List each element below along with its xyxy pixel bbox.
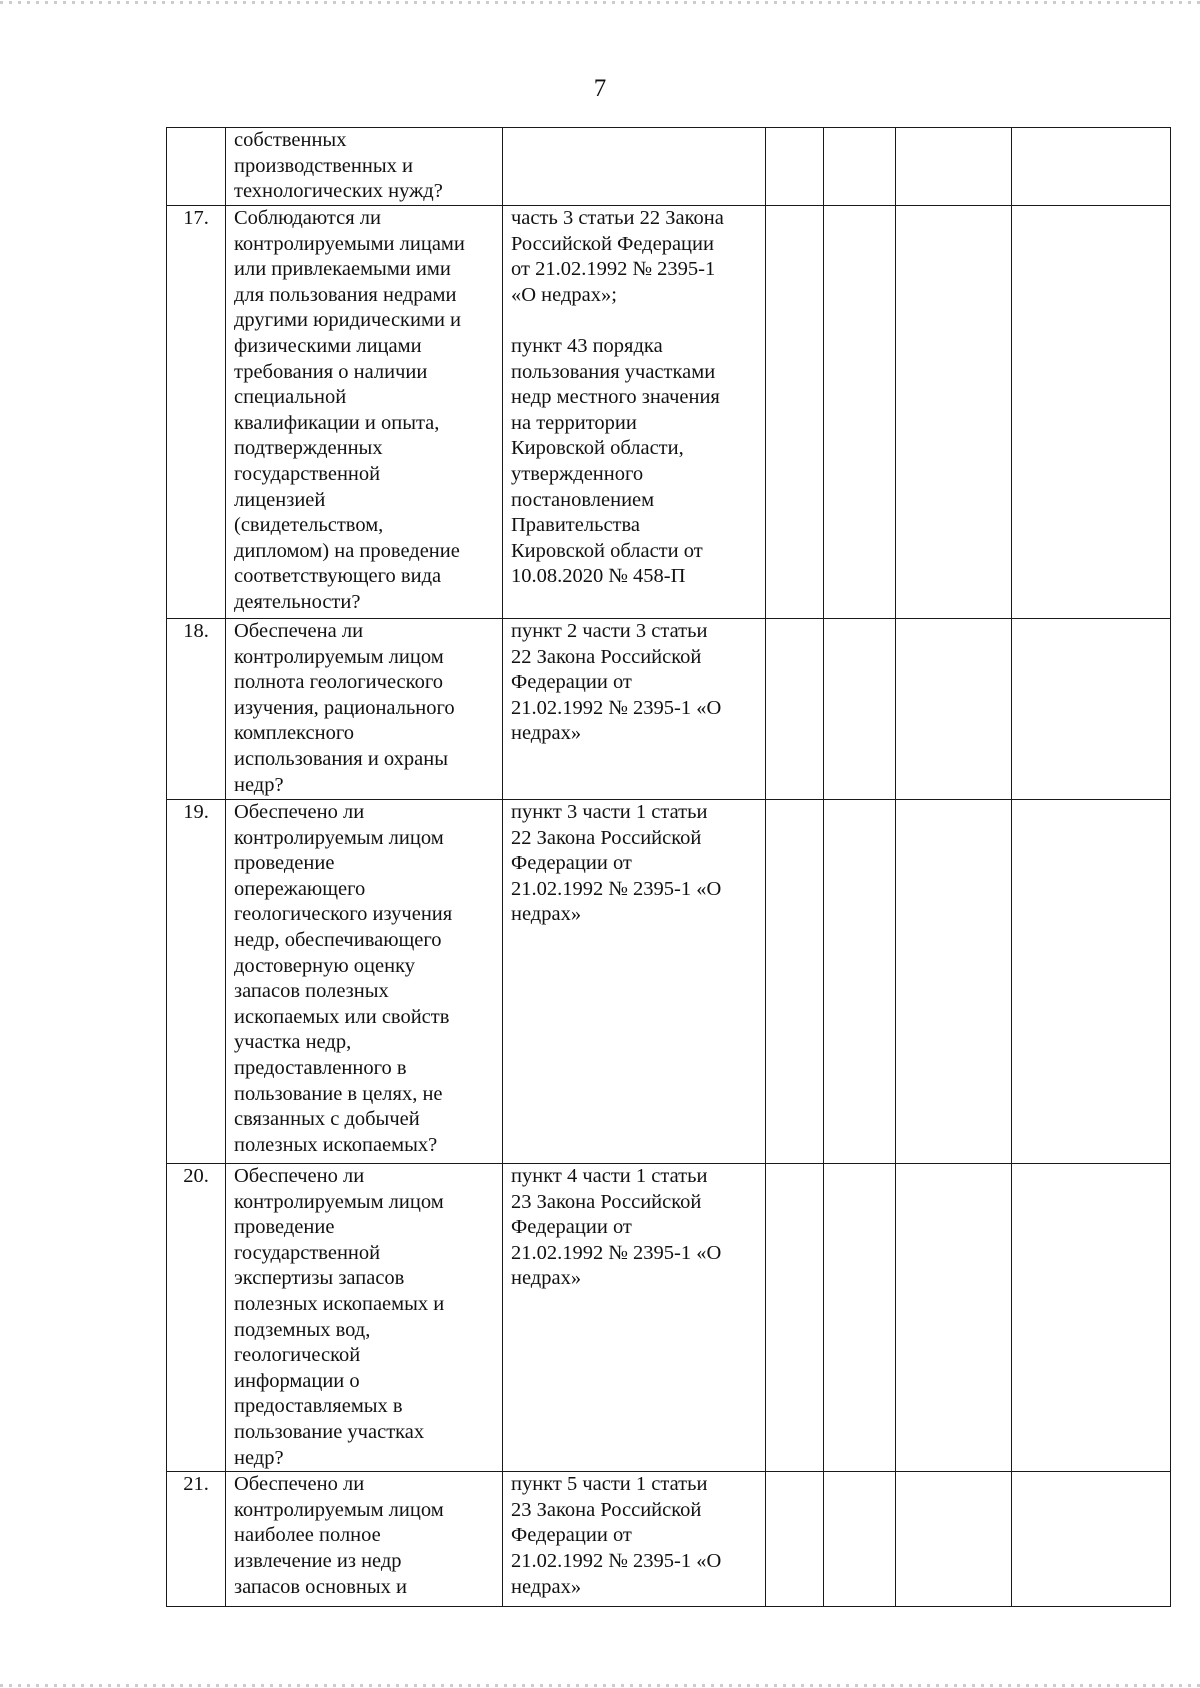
answer-no-cell bbox=[824, 1472, 896, 1607]
note-cell bbox=[1012, 1472, 1171, 1607]
page-number: 7 bbox=[593, 75, 607, 102]
table-row bbox=[167, 800, 1171, 1164]
table-row bbox=[167, 1164, 1171, 1472]
note-cell bbox=[1012, 800, 1171, 1164]
question-cell: собственных производственных и технологических нужд? bbox=[226, 128, 503, 206]
answer-yes-cell bbox=[766, 619, 824, 800]
question-cell: Обеспечено ли контролируемым лицом проведение государственной экспертизы запасов полезных ископаемых и подземных вод, геологической информации о предоставляемых в пользование участках недр? bbox=[226, 1164, 503, 1472]
requirement-cell bbox=[503, 128, 766, 206]
question-cell: Обеспечено ли контролируемым лицом наиболее полное извлечение из недр запасов основных и bbox=[226, 1472, 503, 1607]
row-number: 17. bbox=[167, 206, 226, 619]
requirement-cell: пункт 3 части 1 статьи 22 Закона Российской Федерации от 21.02.1992 № 2395-1 «О недрах» bbox=[503, 800, 766, 1164]
table-row bbox=[167, 1472, 1171, 1607]
note-cell bbox=[1012, 619, 1171, 800]
note-cell bbox=[1012, 206, 1171, 619]
answer-yes-cell bbox=[766, 800, 824, 1164]
not-applicable-cell bbox=[896, 1164, 1012, 1472]
row-number: 21. bbox=[167, 1472, 226, 1607]
note-cell bbox=[1012, 1164, 1171, 1472]
row-number: 18. bbox=[167, 619, 226, 800]
question-cell: Соблюдаются ли контролируемыми лицами или привлекаемыми ими для пользования недрами другими юридическими и физическими лицами требования о наличии специальной квалификации и опыта, подтвержденных государственной лицензией (свидетельством, дипломом) на проведение соответствующего вида деятельности? bbox=[226, 206, 503, 619]
row-number: 20. bbox=[167, 1164, 226, 1472]
not-applicable-cell bbox=[896, 619, 1012, 800]
not-applicable-cell bbox=[896, 800, 1012, 1164]
answer-yes-cell bbox=[766, 1164, 824, 1472]
row-number bbox=[167, 128, 226, 206]
answer-yes-cell bbox=[766, 128, 824, 206]
not-applicable-cell bbox=[896, 1472, 1012, 1607]
scan-edge-bottom bbox=[0, 1684, 1200, 1687]
question-cell: Обеспечена ли контролируемым лицом полнота геологического изучения, рационального комплексного использования и охраны недр? bbox=[226, 619, 503, 800]
checklist-table bbox=[166, 127, 1171, 1607]
table-row bbox=[167, 206, 1171, 619]
row-number: 19. bbox=[167, 800, 226, 1164]
answer-no-cell bbox=[824, 800, 896, 1164]
scan-edge-top bbox=[0, 1, 1200, 4]
question-cell: Обеспечено ли контролируемым лицом проведение опережающего геологического изучения недр, обеспечивающего достоверную оценку запасов полезных ископаемых или свойств участка недр, предоставленного в пользование в целях, не связанных с добычей полезных ископаемых? bbox=[226, 800, 503, 1164]
answer-no-cell bbox=[824, 1164, 896, 1472]
answer-no-cell bbox=[824, 619, 896, 800]
requirement-cell: часть 3 статьи 22 Закона Российской Федерации от 21.02.1992 № 2395-1 «О недрах»; пункт 43 порядка пользования участками недр местного значения на территории Кировской области, утвержденного постановлением Правительства Кировской области от 10.08.2020 № 458-П bbox=[503, 206, 766, 619]
not-applicable-cell bbox=[896, 206, 1012, 619]
requirement-cell: пункт 4 части 1 статьи 23 Закона Российской Федерации от 21.02.1992 № 2395-1 «О недрах» bbox=[503, 1164, 766, 1472]
note-cell bbox=[1012, 128, 1171, 206]
answer-no-cell bbox=[824, 206, 896, 619]
table-row bbox=[167, 619, 1171, 800]
table-row bbox=[167, 128, 1171, 206]
answer-yes-cell bbox=[766, 206, 824, 619]
not-applicable-cell bbox=[896, 128, 1012, 206]
answer-yes-cell bbox=[766, 1472, 824, 1607]
answer-no-cell bbox=[824, 128, 896, 206]
requirement-cell: пункт 5 части 1 статьи 23 Закона Российской Федерации от 21.02.1992 № 2395-1 «О недрах» bbox=[503, 1472, 766, 1607]
requirement-cell: пункт 2 части 3 статьи 22 Закона Российской Федерации от 21.02.1992 № 2395-1 «О недрах» bbox=[503, 619, 766, 800]
